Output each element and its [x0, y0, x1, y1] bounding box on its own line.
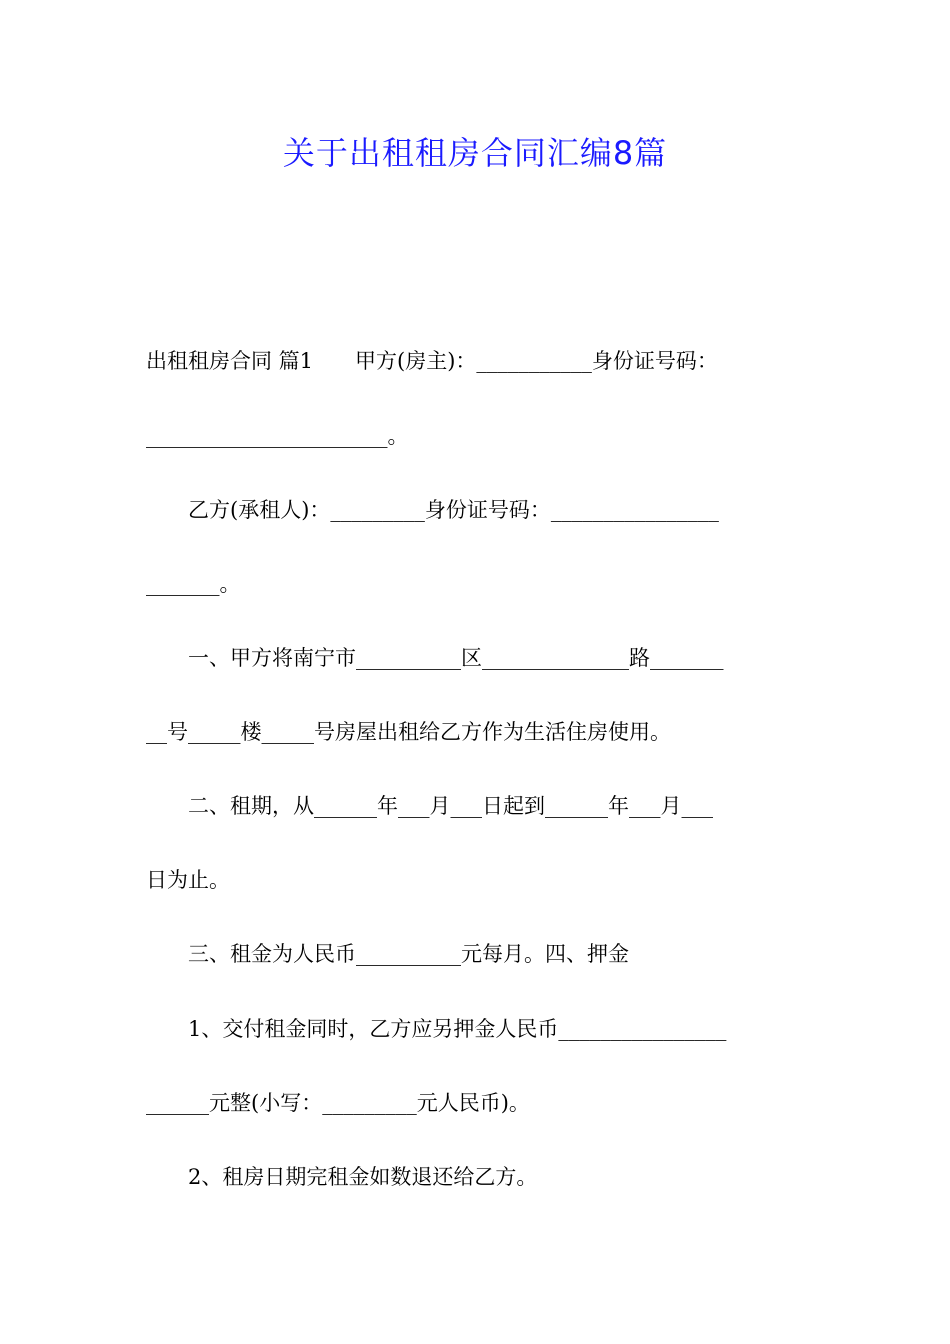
- paragraph-line-11: ______元整(小写：_________元人民币)。: [146, 1091, 530, 1115]
- paragraph-line-10: 1、交付租金同时，乙方应另押金人民币________________: [146, 1017, 727, 1041]
- paragraph-line-2: _______________________。: [146, 424, 409, 448]
- paragraph-line-9: 三、租金为人民币__________元每月。四、押金: [146, 942, 629, 966]
- paragraph-line-5: 一、甲方将南宁市__________区______________路_______: [146, 646, 724, 670]
- paragraph-line-8: 日为止。: [146, 868, 230, 892]
- paragraph-line-6: __号_____楼_____号房屋出租给乙方作为生活住房使用。: [146, 720, 671, 744]
- paragraph-line-7: 二、租期，从______年___月___日起到______年___月___: [146, 794, 713, 818]
- paragraph-line-12: 2、租房日期完租金如数退还给乙方。: [146, 1165, 538, 1189]
- paragraph-line-4: _______。: [146, 572, 241, 596]
- paragraph-line-3: 乙方(承租人)：_________身份证号码：________________: [146, 498, 719, 522]
- paragraph-line-1: 出租租房合同 篇1 甲方(房主)：___________身份证号码：: [146, 349, 718, 373]
- document-title: 关于出租租房合同汇编8篇: [282, 134, 668, 172]
